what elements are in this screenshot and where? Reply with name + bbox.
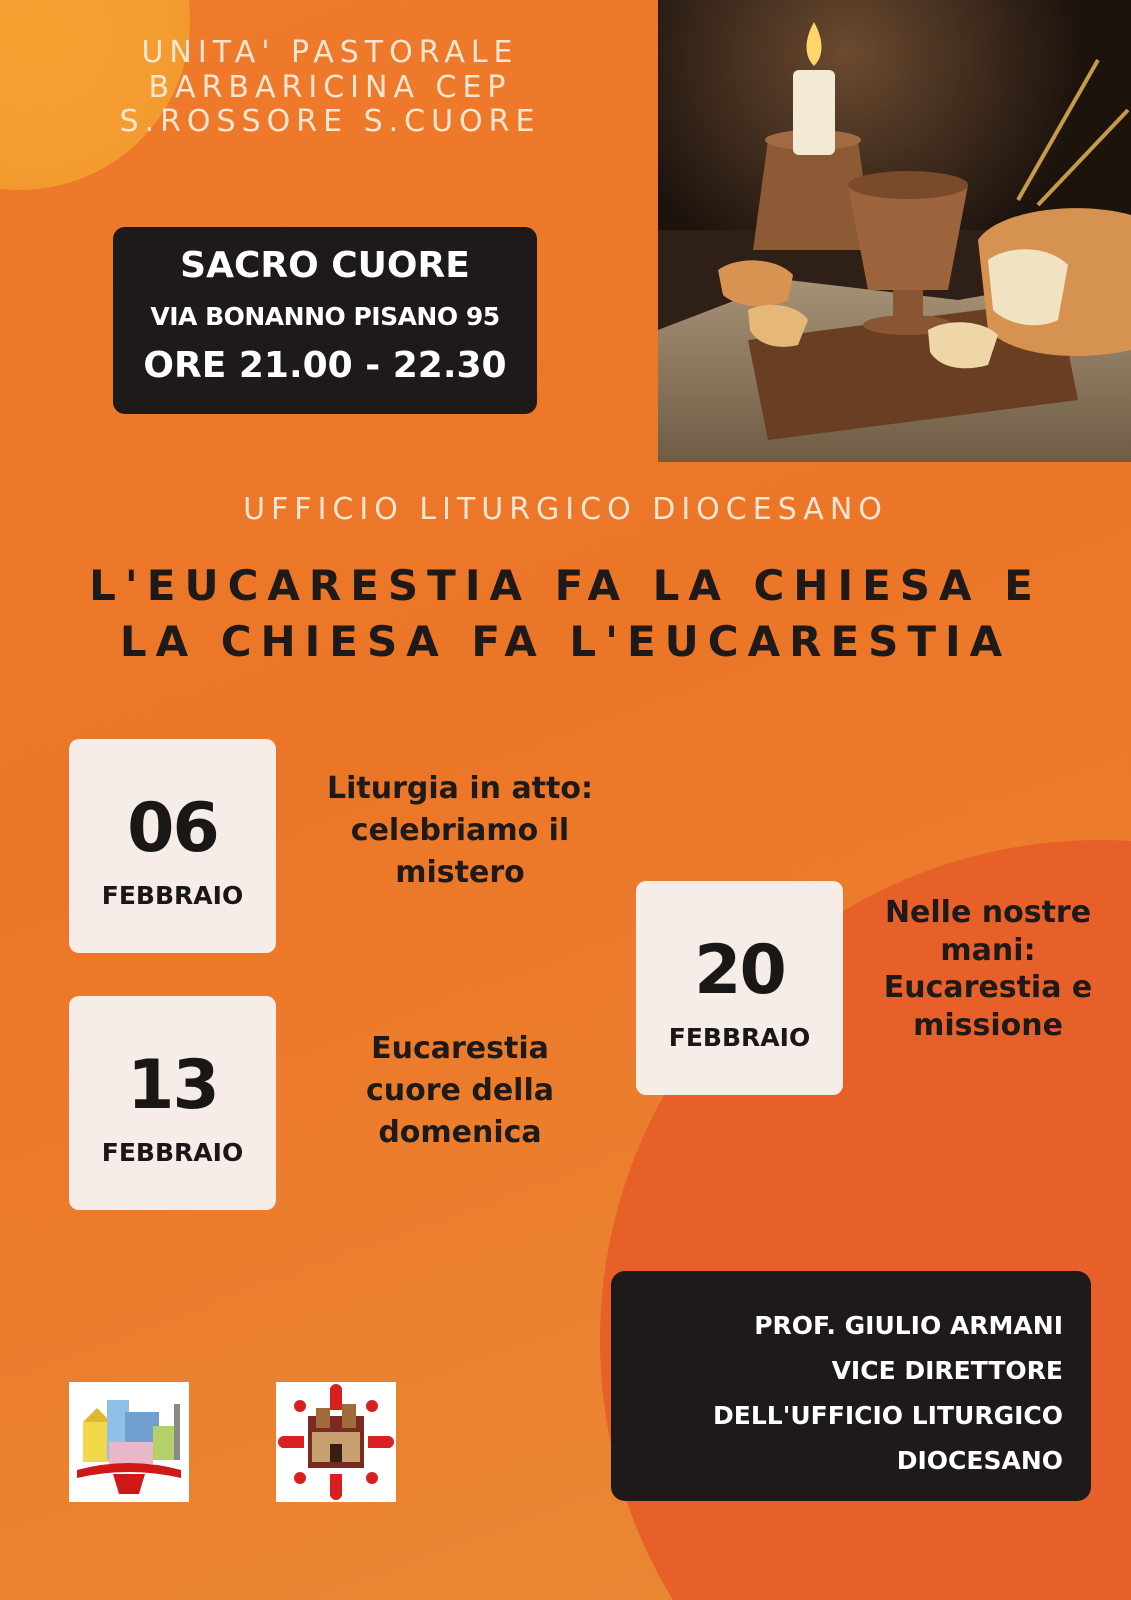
speaker-office: DELL'UFFICIO LITURGICO (713, 1401, 1063, 1430)
topic-line: cuore della (366, 1073, 554, 1108)
topic-20 (858, 894, 1118, 1044)
topic-line: mistero (395, 855, 525, 890)
event-title (0, 558, 1131, 670)
topic-line: Liturgia in atto: (327, 771, 593, 806)
speaker-name: PROF. GIULIO ARMANI (754, 1311, 1063, 1340)
topic-line: mani: (940, 932, 1036, 968)
topic-line: Nelle nostre (884, 895, 1092, 930)
topic-line: missione (913, 1007, 1063, 1043)
topic-line: celebriamo il (350, 813, 570, 848)
org-line-1: UNITA' PASTORALE (141, 35, 519, 70)
candle-chalice-bread-photo (658, 0, 1131, 462)
date-month: FEBBRAIO (668, 1023, 811, 1052)
org-line-2: BARBARICINA CEP (148, 69, 512, 105)
date-day: 13 (127, 1046, 218, 1125)
title-line-1: L'EUCARESTIA FA LA CHIESA E (89, 561, 1042, 610)
venue-info-box (113, 227, 537, 414)
organizer-office: UFFICIO LITURGICO DIOCESANO (243, 492, 888, 527)
cross-castle-logo (276, 1382, 396, 1502)
speaker-info-box (611, 1271, 1091, 1501)
date-day: 20 (694, 931, 785, 1010)
topic-13 (300, 1028, 620, 1154)
parish-churches-logo (69, 1382, 189, 1502)
venue-name: SACRO CUORE (180, 245, 470, 286)
venue-time: ORE 21.00 - 22.30 (143, 345, 507, 386)
date-day: 06 (127, 789, 218, 868)
topic-line: Eucarestia e (883, 970, 1093, 1005)
parish-unit-header (60, 36, 600, 140)
title-line-2: LA CHIESA FA L'EUCARESTIA (119, 616, 1012, 666)
topic-line: Eucarestia (371, 1031, 549, 1066)
speaker-office-cont: DIOCESANO (896, 1446, 1063, 1475)
speaker-role: VICE DIRETTORE (831, 1356, 1063, 1385)
org-line-3: S.ROSSORE S.CUORE (119, 104, 541, 139)
date-month: FEBBRAIO (101, 881, 244, 910)
date-card-20 (636, 881, 843, 1095)
date-card-13 (69, 996, 276, 1210)
topic-06 (300, 768, 620, 894)
date-month: FEBBRAIO (101, 1138, 244, 1167)
topic-line: domenica (378, 1115, 542, 1150)
date-card-06 (69, 739, 276, 953)
venue-address: VIA BONANNO PISANO 95 (150, 302, 500, 331)
